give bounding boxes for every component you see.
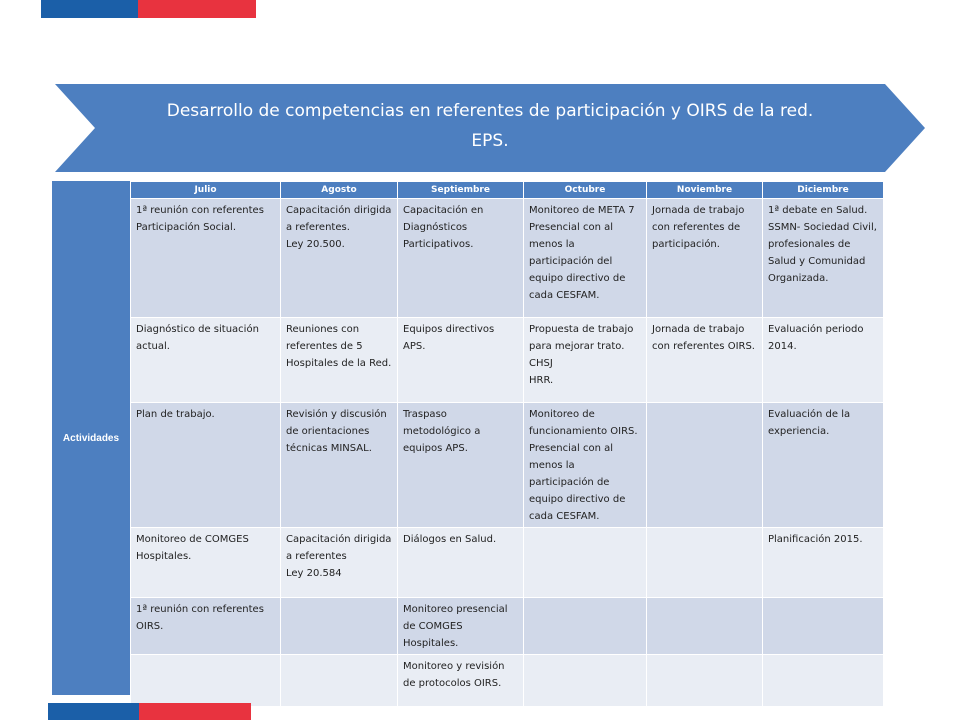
title-banner (55, 84, 925, 172)
table-cell: Capacitación en Diagnósticos Participativos. (398, 199, 524, 318)
table-cell: 1ª reunión con referentes Participación Social. (131, 199, 281, 318)
column-header-octubre: Octubre (524, 182, 647, 199)
table-cell: Capacitación dirigida a referentes Ley 20.584 (281, 528, 398, 598)
table-cell: Plan de trabajo. (131, 403, 281, 528)
table-cell: Monitoreo y revisión de protocolos OIRS. (398, 655, 524, 707)
table-cell (647, 655, 763, 707)
table-cell (524, 655, 647, 707)
table-cell: Revisión y discusión de orientaciones técnicas MINSAL. (281, 403, 398, 528)
table-cell (524, 528, 647, 598)
table-cell (763, 655, 884, 707)
table-row (131, 528, 884, 598)
flag-blue-segment (41, 0, 138, 18)
table-cell: Jornada de trabajo con referentes de participación. (647, 199, 763, 318)
banner-title-line2: EPS. (471, 131, 509, 151)
flag-stripe-top (41, 0, 256, 18)
table-cell: Reuniones con referentes de 5 Hospitales de la Red. (281, 318, 398, 403)
banner-title (115, 96, 865, 156)
column-header-septiembre: Septiembre (398, 182, 524, 199)
table-cell: Diálogos en Salud. (398, 528, 524, 598)
table-cell (647, 403, 763, 528)
table-cell: Capacitación dirigida a referentes. Ley 20.500. (281, 199, 398, 318)
table-cell: Monitoreo de funcionamiento OIRS. Presencial con al menos la participación de equipo directivo de cada CESFAM. (524, 403, 647, 528)
flag-red-segment (139, 703, 251, 720)
table-cell: Diagnóstico de situación actual. (131, 318, 281, 403)
column-header-noviembre: Noviembre (647, 182, 763, 199)
table-cell (281, 655, 398, 707)
table-cell: Monitoreo presencial de COMGES Hospitales. (398, 598, 524, 655)
table-cell: Propuesta de trabajo para mejorar trato. CHSJ HRR. (524, 318, 647, 403)
table-cell: Evaluación de la experiencia. (763, 403, 884, 528)
table-row (131, 598, 884, 655)
column-header-agosto: Agosto (281, 182, 398, 199)
activities-side-label: Actividades (52, 181, 130, 695)
flag-blue-segment (48, 703, 139, 720)
table-cell (763, 598, 884, 655)
table-cell: Monitoreo de COMGES Hospitales. (131, 528, 281, 598)
table-cell: Planificación 2015. (763, 528, 884, 598)
table-row (131, 655, 884, 707)
activities-table (130, 181, 884, 707)
table-cell: Traspaso metodológico a equipos APS. (398, 403, 524, 528)
table-row (131, 318, 884, 403)
table-cell: Equipos directivos APS. (398, 318, 524, 403)
flag-stripe-bottom (48, 703, 251, 720)
flag-red-segment (138, 0, 256, 18)
table-cell: Monitoreo de META 7 Presencial con al menos la participación del equipo directivo de cada CESFAM. (524, 199, 647, 318)
table-cell: Jornada de trabajo con referentes OIRS. (647, 318, 763, 403)
column-header-diciembre: Diciembre (763, 182, 884, 199)
table-cell: 1ª debate en Salud. SSMN- Sociedad Civil, profesionales de Salud y Comunidad Organizada. (763, 199, 884, 318)
table-cell (131, 655, 281, 707)
table-cell (281, 598, 398, 655)
table-cell: Evaluación periodo 2014. (763, 318, 884, 403)
table-cell: 1ª reunión con referentes OIRS. (131, 598, 281, 655)
table-row (131, 403, 884, 528)
table-row (131, 199, 884, 318)
table-cell (647, 528, 763, 598)
banner-title-line1: Desarrollo de competencias en referentes de participación y OIRS de la red. (166, 101, 814, 121)
table-cell (524, 598, 647, 655)
table-header-row (131, 182, 884, 199)
table-cell (647, 598, 763, 655)
column-header-julio: Julio (131, 182, 281, 199)
